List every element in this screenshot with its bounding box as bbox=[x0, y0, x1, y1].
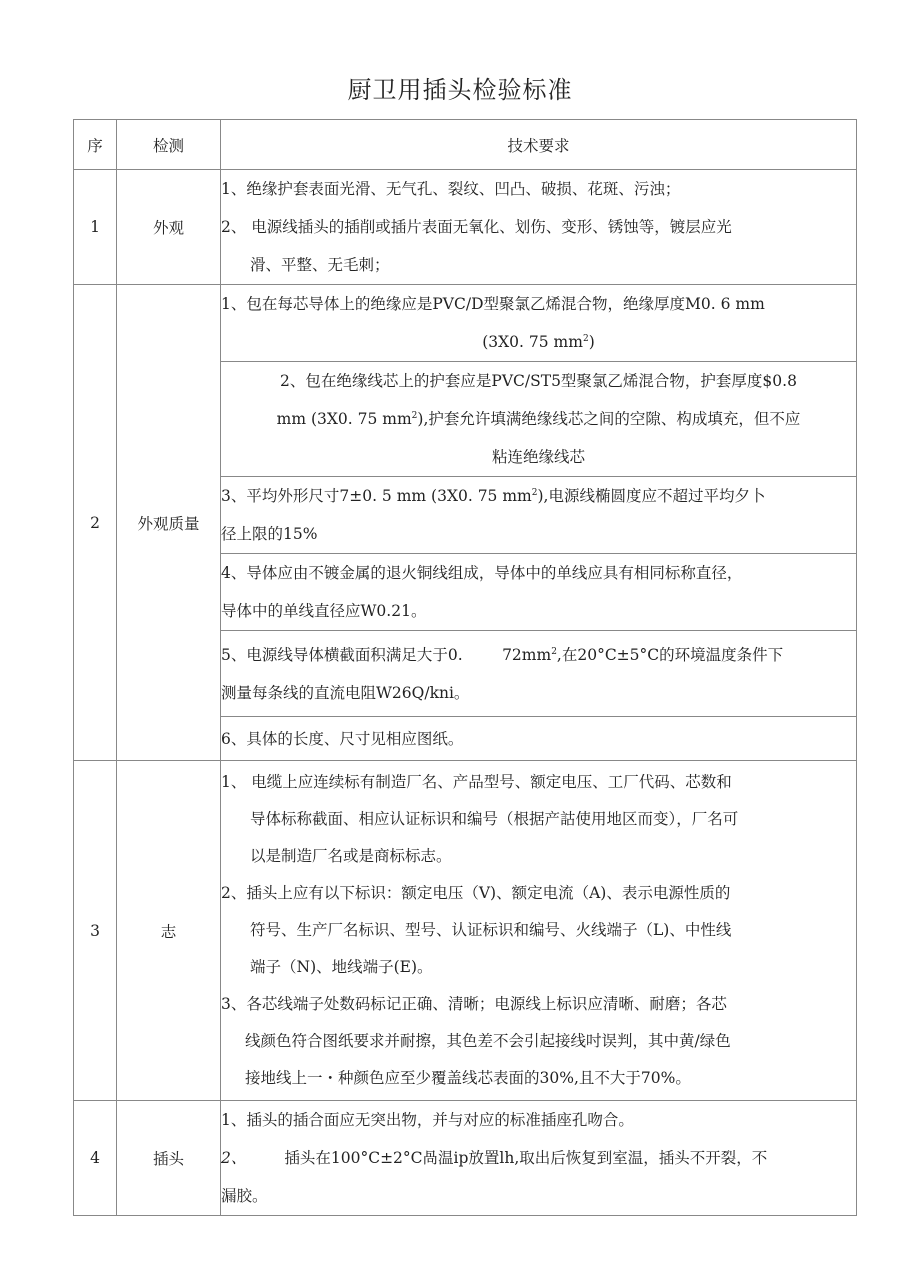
requirement-line: 3、各芯线端子处数码标记正确、清晰；电源线上标识应清晰、耐磨；各芯 bbox=[221, 995, 727, 1013]
row-item: 志 bbox=[117, 761, 221, 1101]
text: ),护套允许填满绝缘线芯之间的空隙、构成填充，但不应 bbox=[417, 410, 801, 428]
requirement-line: 导体标称截面、相应认证标识和编号（根据产詁使用地区而变），厂名可 bbox=[250, 810, 739, 828]
requirement-line: 1、插头的插合面应无突出物，并与对应的标准插座孔吻合。 bbox=[221, 1111, 634, 1129]
requirement-line: 测量每条线的直流电阻W26Q/kni。 bbox=[221, 683, 470, 702]
requirement-line bbox=[221, 1139, 856, 1177]
table-row bbox=[74, 285, 857, 362]
requirement-cell bbox=[221, 170, 857, 285]
requirement-line bbox=[221, 400, 856, 438]
requirement-line: 6、具体的长度、尺寸见相应图纸。 bbox=[221, 729, 464, 748]
requirement-line bbox=[221, 636, 856, 674]
row-item: 插头 bbox=[117, 1101, 221, 1216]
requirement-cell bbox=[221, 362, 857, 477]
requirement-line bbox=[221, 323, 856, 361]
row-seq: 3 bbox=[74, 761, 117, 1101]
superscript: 2 bbox=[411, 410, 418, 421]
requirement-line: 2、插头上应有以下标识：额定电压（V)、额定电流（A)、表示电源性质的 bbox=[221, 884, 731, 902]
requirement-line: 以是制造厂名或是商标标志。 bbox=[250, 847, 452, 865]
requirement-cell bbox=[221, 477, 857, 554]
requirement-line: 1、绝缘护套表面光滑、无气孔、裂纹、凹凸、破损、花斑、污浊； bbox=[221, 180, 681, 198]
requirement-line: 端子（N)、地线端子(E)。 bbox=[250, 958, 433, 976]
requirement-line: 1、包在每芯导体上的绝缘应是PVC/D型聚氯乙烯混合物，绝缘厚度M0. 6 mm bbox=[221, 295, 765, 313]
row-item: 外观 bbox=[117, 170, 221, 285]
requirement-cell bbox=[221, 717, 857, 761]
text: ),电源线椭圆度应不超过平均夕卜 bbox=[537, 487, 766, 505]
table-row bbox=[74, 1101, 857, 1216]
table-header-row bbox=[74, 120, 857, 170]
header-requirement: 技术要求 bbox=[221, 120, 857, 170]
requirement-line: 漏胶。 bbox=[221, 1187, 268, 1205]
text: (3X0. 75 mm bbox=[482, 333, 583, 351]
superscript: 2 bbox=[551, 646, 557, 657]
text: ) bbox=[588, 333, 595, 351]
row-seq: 2 bbox=[74, 285, 117, 761]
header-seq: 序 bbox=[74, 120, 117, 170]
table-row bbox=[74, 761, 857, 1101]
document-title: 厨卫用插头检验标准 bbox=[347, 76, 573, 104]
requirement-line: 粘连绝缘线芯 bbox=[491, 448, 585, 466]
requirement-cell bbox=[221, 761, 857, 1101]
requirement-line: 滑、平整、无毛刺； bbox=[250, 256, 390, 274]
superscript: 2 bbox=[531, 487, 538, 498]
row-item: 外观质量 bbox=[117, 285, 221, 761]
requirement-cell bbox=[221, 631, 857, 717]
text: 2、 bbox=[221, 1149, 247, 1167]
row-seq: 4 bbox=[74, 1101, 117, 1216]
text: 5、电源线导体横截面积满足大于0. 72mm bbox=[221, 645, 552, 664]
requirement-cell bbox=[221, 285, 857, 362]
requirement-line bbox=[221, 477, 856, 515]
text: ,在20°C±5°C的环境温度条件下 bbox=[556, 645, 784, 664]
text: mm (3X0. 75 mm bbox=[276, 410, 412, 428]
row-seq: 1 bbox=[74, 170, 117, 285]
requirement-line: 符号、生产厂名标识、型号、认证标识和编号、火线端子（L)、中性线 bbox=[250, 921, 732, 939]
inspection-standard-table bbox=[73, 119, 857, 1216]
requirement-line: 导体中的单线直径应W0.21。 bbox=[221, 602, 427, 620]
requirement-line: 4、导体应由不镀金属的退火铜线组成，导体中的单线应具有相同标称直径， bbox=[221, 564, 743, 582]
table-row bbox=[74, 170, 857, 285]
requirement-line: 2、 电源线插头的插削或插片表面无氧化、划伤、变形、锈蚀等，镀层应光 bbox=[221, 218, 732, 236]
text: 3、平均外形尺寸7±0. 5 mm (3X0. 75 mm bbox=[221, 487, 532, 505]
requirement-cell bbox=[221, 1101, 857, 1216]
requirement-line: 径上限的15% bbox=[221, 525, 318, 543]
text: 插头在100°C±2°C咼温ip放置lh,取出后恢复到室温，插头不开裂，不 bbox=[284, 1149, 768, 1167]
requirement-cell bbox=[221, 554, 857, 631]
superscript: 2 bbox=[582, 333, 589, 344]
header-item: 检测 bbox=[117, 120, 221, 170]
requirement-line: 2、包在绝缘线芯上的护套应是PVC/ST5型聚氯乙烯混合物，护套厚度$0.8 bbox=[280, 372, 797, 390]
requirement-line: 1、 电缆上应连续标有制造厂名、产品型号、额定电压、工厂代码、芯数和 bbox=[221, 773, 732, 791]
requirement-line: 接地线上一・种颜色应至少覆盖线芯表面的30%,且不大于70%。 bbox=[245, 1069, 691, 1087]
requirement-line: 线颜色符合图纸要求并耐擦，其色差不会引起接线吋误判，其中黄/绿色 bbox=[245, 1032, 731, 1050]
